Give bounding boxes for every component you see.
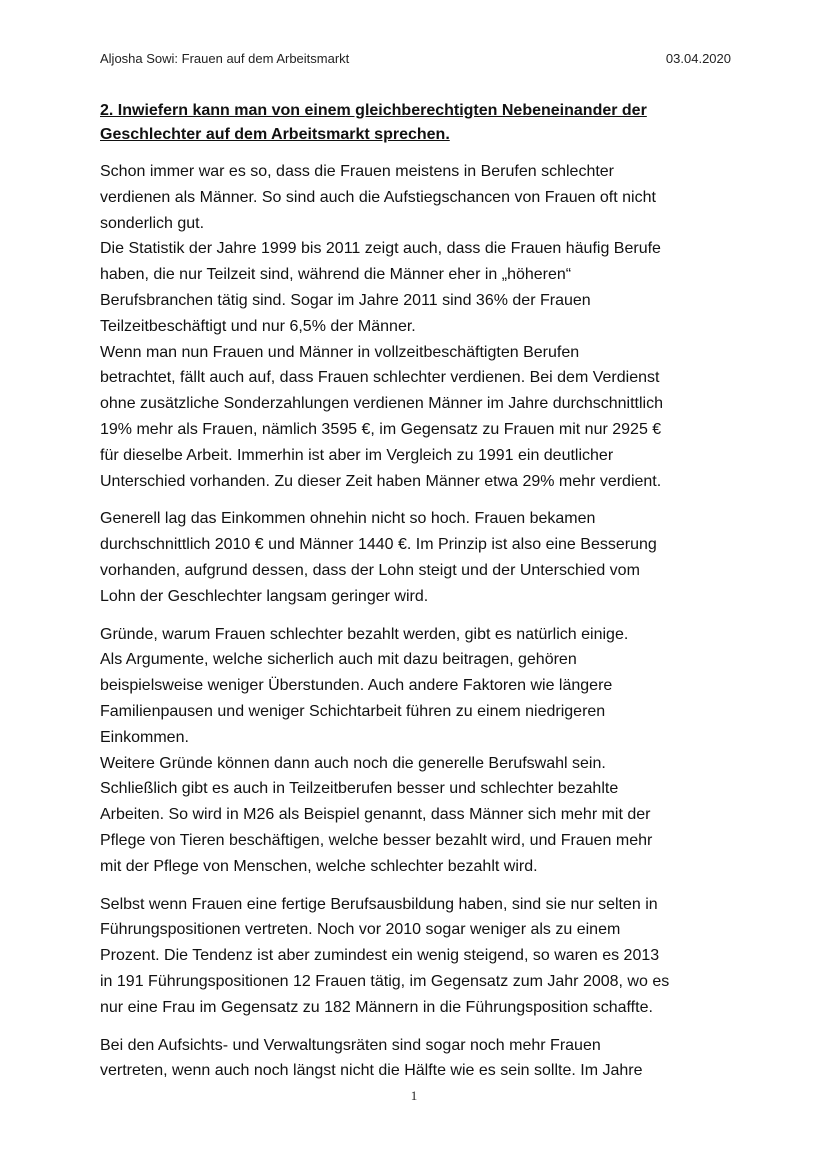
text-line: Prozent. Die Tendenz ist aber zumindest ein wenig steigend, so waren es 2013 [100, 947, 660, 965]
paragraph-1 [100, 159, 732, 494]
text-line: nur eine Frau im Gegensatz zu 182 Männern in die Führungsposition schaffte. [100, 998, 653, 1016]
text-line: Bei den Aufsichts- und Verwaltungsräten sind sogar noch mehr Frauen [100, 1036, 601, 1054]
text-line: verdienen als Männer. So sind auch die Aufstiegschancen von Frauen oft nicht [100, 188, 656, 206]
text-line: Die Statistik der Jahre 1999 bis 2011 zeigt auch, dass die Frauen häufig Berufe [100, 240, 661, 258]
text-line: ohne zusätzliche Sonderzahlungen verdienen Männer im Jahre durchschnittlich [100, 395, 663, 413]
heading-line: Geschlechter auf dem Arbeitsmarkt sprechen. [100, 126, 450, 143]
header-title: Aljosha Sowi: Frauen auf dem Arbeitsmarkt [100, 51, 350, 66]
text-line: Generell lag das Einkommen ohnehin nicht so hoch. Frauen bekamen [100, 510, 596, 528]
text-line: Pflege von Tieren beschäftigen, welche besser bezahlt wird, und Frauen mehr [100, 831, 653, 849]
text-line: beispielsweise weniger Überstunden. Auch andere Faktoren wie längere [100, 677, 613, 695]
text-line: Schließlich gibt es auch in Teilzeitberufen besser und schlechter bezahlte [100, 780, 619, 798]
page-content [100, 99, 732, 1096]
text-line: Weitere Gründe können dann auch noch die generelle Berufswahl sein. [100, 754, 606, 772]
text-line: Familienpausen und weniger Schichtarbeit führen zu einem niedrigeren [100, 702, 606, 720]
text-line: Gründe, warum Frauen schlechter bezahlt werden, gibt es natürlich einige. [100, 625, 629, 643]
text-line: für dieselbe Arbeit. Immerhin ist aber im Vergleich zu 1991 ein deutlicher [100, 446, 614, 464]
text-line: betrachtet, fällt auch auf, dass Frauen schlechter verdienen. Bei dem Verdienst [100, 369, 660, 387]
paragraph-5 [100, 1033, 732, 1085]
text-line: Teilzeitbeschäftigt und nur 6,5% der Männer. [100, 317, 416, 335]
header-date: 03.04.2020 [665, 51, 731, 66]
paragraph-2 [100, 506, 732, 609]
text-line: Berufsbranchen tätig sind. Sogar im Jahre 2011 sind 36% der Frauen [100, 291, 591, 309]
text-line: Einkommen. [100, 728, 189, 746]
text-line: Arbeiten. So wird in M26 als Beispiel genannt, dass Männer sich mehr mit der [100, 806, 651, 824]
text-line: Als Argumente, welche sicherlich auch mit dazu beitragen, gehören [100, 651, 577, 669]
text-line: sonderlich gut. [100, 214, 205, 232]
text-line: haben, die nur Teilzeit sind, während die Männer eher in „höheren“ [100, 266, 572, 284]
page-number: 1 [410, 1088, 418, 1103]
text-line: Unterschied vorhanden. Zu dieser Zeit haben Männer etwa 29% mehr verdient. [100, 472, 662, 490]
paragraph-4 [100, 892, 732, 1021]
text-line: vertreten, wenn auch noch längst nicht die Hälfte wie es sein sollte. Im Jahre [100, 1062, 643, 1080]
text-line: mit der Pflege von Menschen, welche schlechter bezahlt wird. [100, 857, 538, 875]
text-line: Führungspositionen vertreten. Noch vor 2010 sogar weniger als zu einem [100, 921, 621, 939]
section-heading [100, 99, 732, 147]
text-line: 19% mehr als Frauen, nämlich 3595 €, im Gegensatz zu Frauen mit nur 2925 € [100, 420, 662, 438]
text-line: durchschnittlich 2010 € und Männer 1440 €. Im Prinzip ist also eine Besserung [100, 536, 657, 554]
heading-line: 2. Inwiefern kann man von einem gleichberechtigten Nebeneinander der [100, 102, 647, 119]
text-line: in 191 Führungspositionen 12 Frauen tätig, im Gegensatz zum Jahr 2008, wo es [100, 972, 670, 990]
text-line: Wenn man nun Frauen und Männer in vollzeitbeschäftigten Berufen [100, 343, 580, 361]
page-header [100, 51, 731, 66]
text-line: vorhanden, aufgrund dessen, dass der Lohn steigt und der Unterschied vom [100, 561, 640, 579]
text-line: Selbst wenn Frauen eine fertige Berufsausbildung haben, sind sie nur selten in [100, 895, 658, 913]
text-line: Schon immer war es so, dass die Frauen meistens in Berufen schlechter [100, 163, 615, 180]
text-line: Lohn der Geschlechter langsam geringer wird. [100, 587, 429, 605]
paragraph-3 [100, 622, 732, 880]
